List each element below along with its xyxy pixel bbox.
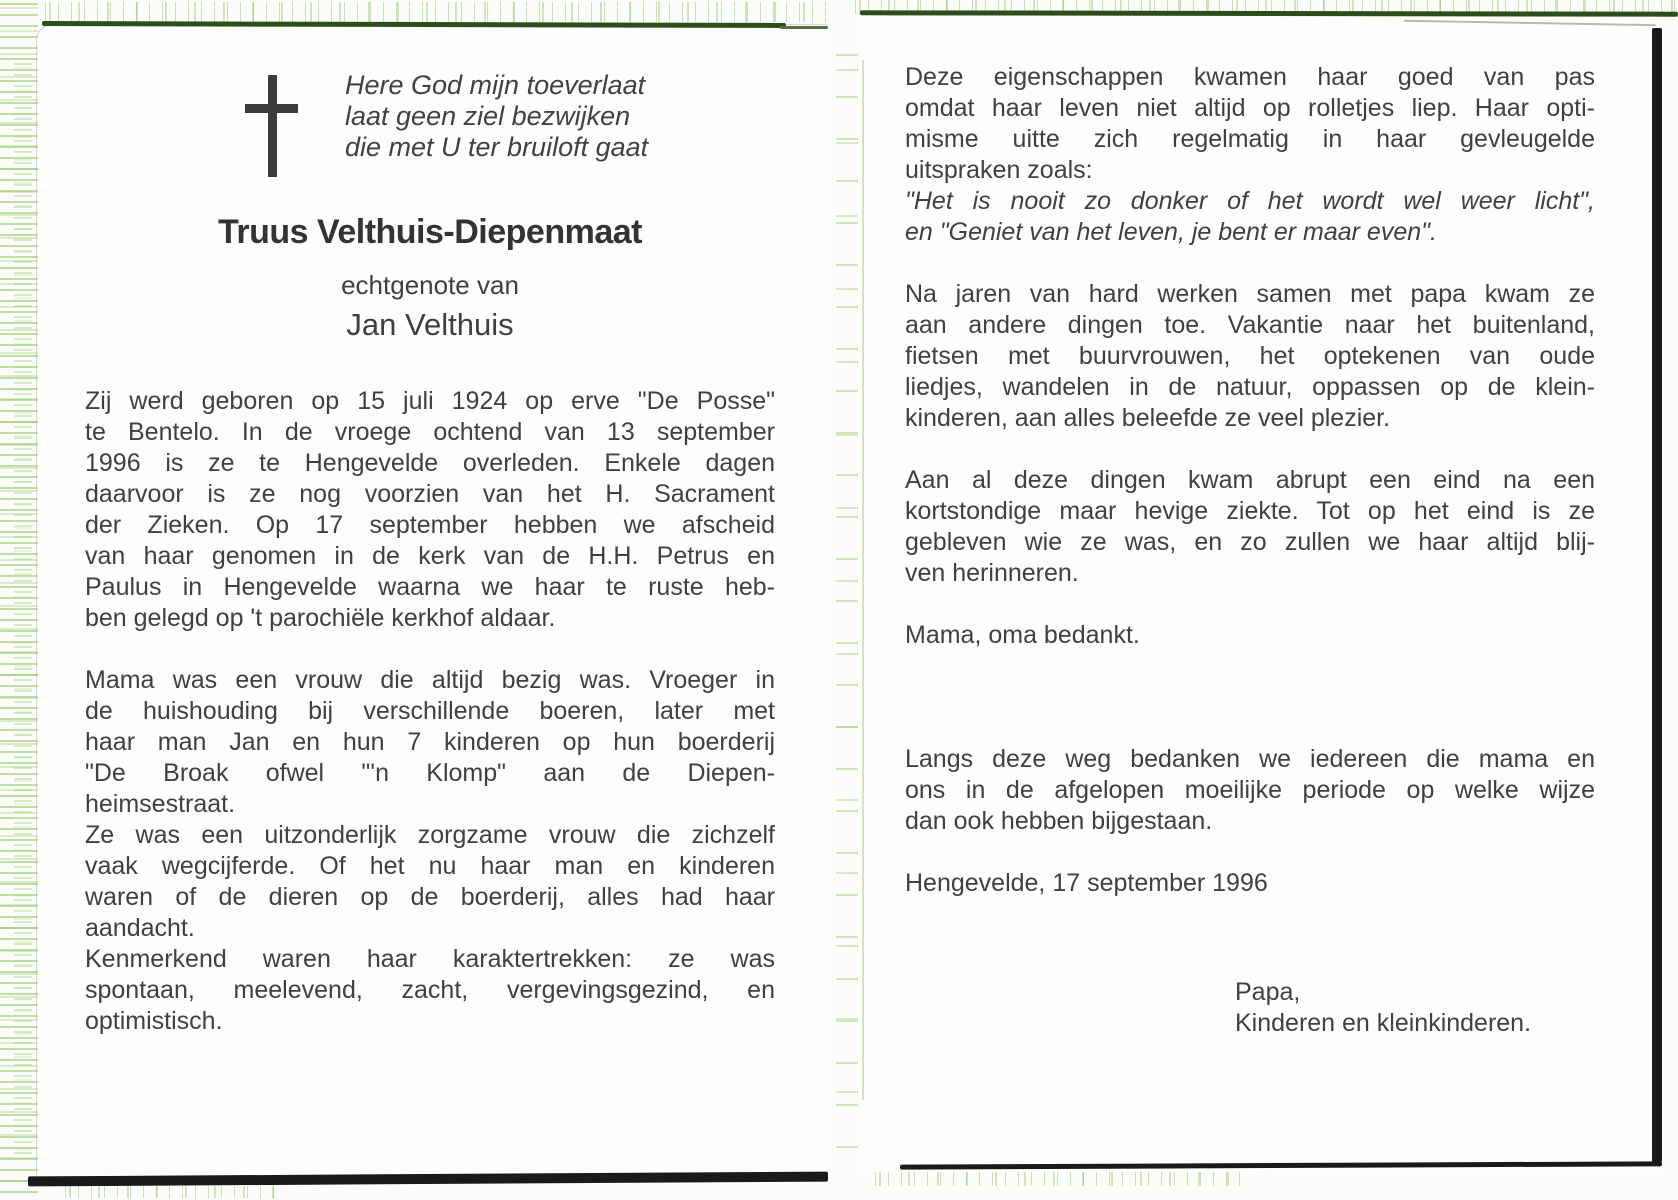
text-line: Mama, oma bedankt.: [905, 621, 1140, 649]
paragraph: [905, 465, 1595, 589]
text-line: en "Geniet van het leven, je bent er maar even".: [905, 218, 1437, 246]
text-line: Kenmerkend waren haar karaktertrekken: ze was: [85, 945, 775, 973]
text-line: "De Broak ofwel "'n Klomp" aan de Diepen-: [85, 759, 775, 787]
scan-artifact-bottom-fuzz-right: [870, 1172, 1250, 1186]
text-line: Papa,: [1235, 977, 1301, 1006]
paragraph: [345, 70, 648, 163]
text-line: Paulus in Hengevelde waarna we haar te ruste heb-: [85, 573, 775, 601]
scan-artifact-top-line-left-tail: [780, 26, 828, 29]
right-page-body-text: [905, 62, 1595, 1039]
text-line: kinderen, aan alles beleefde ze veel plezier.: [905, 404, 1391, 432]
text-line: van haar genomen in de kerk van de H.H. Petrus en: [85, 542, 775, 570]
left-page-body-text: [85, 386, 775, 1037]
paragraph: [85, 386, 775, 634]
text-line: Ze was een uitzonderlijk zorgzame vrouw die zichzelf: [85, 821, 775, 849]
paragraph: [85, 665, 775, 820]
text-line: Zij werd geboren op 15 juli 1924 op erve "De Posse": [85, 387, 775, 415]
text-line: uitspraken zoals:: [905, 156, 1093, 184]
text-line: te Bentelo. In de vroege ochtend van 13 september: [85, 418, 775, 446]
text-line: gebleven wie ze was, en zo zullen we haar altijd blij-: [905, 528, 1595, 556]
paragraph: [905, 620, 1595, 651]
text-line: Na jaren van hard werken samen met papa kwam ze: [905, 280, 1595, 308]
text-line: ben gelegd op 't parochiële kerkhof aldaar.: [85, 604, 556, 632]
text-line: Mama was een vrouw die altijd bezig was. Vroeger in: [85, 666, 775, 694]
paragraph: [905, 62, 1595, 186]
text-line: vaak wegcijferde. Of het nu haar man en kinderen: [85, 852, 775, 880]
text-line: de huishouding bij verschillende boeren, later met: [85, 697, 775, 725]
text-line: Hengevelde, 17 september 1996: [905, 869, 1268, 897]
text-line: optimistisch.: [85, 1007, 223, 1035]
scan-artifact-right-bar: [1652, 28, 1662, 1162]
paragraph: [85, 820, 775, 944]
text-line: Kinderen en kleinkinderen.: [1235, 1008, 1532, 1037]
text-line: Deze eigenschappen kwamen haar goed van pas: [905, 63, 1595, 91]
text-line: dan ook hebben bijgestaan.: [905, 807, 1213, 835]
text-line: ons in de afgelopen moeilijke periode op welke wijze: [905, 776, 1595, 804]
paragraph: [85, 944, 775, 1037]
text-line: aandacht.: [85, 914, 195, 942]
paragraph: [905, 279, 1595, 434]
text-line: laat geen ziel bezwijken: [345, 101, 631, 131]
paragraph: [905, 744, 1595, 837]
scan-artifact-bottom-fuzz-left: [60, 1186, 280, 1198]
text-line: spontaan, meelevend, zacht, vergevingsgezind, en: [85, 976, 775, 1004]
text-line: "Het is nooit zo donker of het wordt wel weer licht",: [905, 187, 1595, 215]
text-line: kortstondige maar hevige ziekte. Tot op het eind is ze: [905, 497, 1595, 525]
text-line: daarvoor is ze nog voorzien van het H. Sacrament: [85, 480, 775, 508]
text-line: die met U ter bruiloft gaat: [345, 132, 649, 162]
text-line: haar man Jan en hun 7 kinderen op hun boerderij: [85, 728, 775, 756]
deceased-name: Truus Velthuis-Diepenmaat: [218, 213, 642, 251]
scan-artifact-gutter-band: [836, 40, 858, 1160]
text-line: der Zieken. Op 17 september hebben we afscheid: [85, 511, 775, 539]
text-line: aan andere dingen toe. Vakantie naar het buitenland,: [905, 311, 1595, 339]
text-line: misme uitte zich regelmatig in haar gevleugelde: [905, 125, 1595, 153]
scan-artifact-top-fuzz-left: [40, 2, 828, 22]
paragraph: [905, 868, 1595, 899]
text-line: omdat haar leven niet altijd op rolletjes liep. Haar opti-: [905, 94, 1595, 122]
text-line: heimsestraat.: [85, 790, 236, 818]
text-line: Here God mijn toeverlaat: [345, 70, 646, 100]
relation-label: echtgenote van: [341, 270, 519, 300]
text-line: liedjes, wandelen in de natuur, oppassen op de klein-: [905, 373, 1595, 401]
text-line: fietsen met buurvrouwen, het optekenen van oude: [905, 342, 1595, 370]
text-line: ven herinneren.: [905, 559, 1079, 587]
opening-verse: [345, 70, 648, 163]
scan-artifact-gutter-shadow: [862, 60, 864, 1100]
text-line: waren of de dieren op de boerderij, alles had haar: [85, 883, 775, 911]
scan-artifact-left-band-inner: [14, 60, 32, 1160]
text-line: Aan al deze dingen kwam abrupt een eind na een: [905, 466, 1595, 494]
paragraph: [905, 186, 1595, 248]
spouse-name: Jan Velthuis: [346, 307, 514, 342]
text-line: Langs deze weg bedanken we iedereen die mama en: [905, 745, 1595, 773]
paragraph: [905, 977, 1595, 1039]
text-line: 1996 is ze te Hengevelde overleden. Enkele dagen: [85, 449, 775, 477]
cross-icon: [245, 75, 298, 179]
